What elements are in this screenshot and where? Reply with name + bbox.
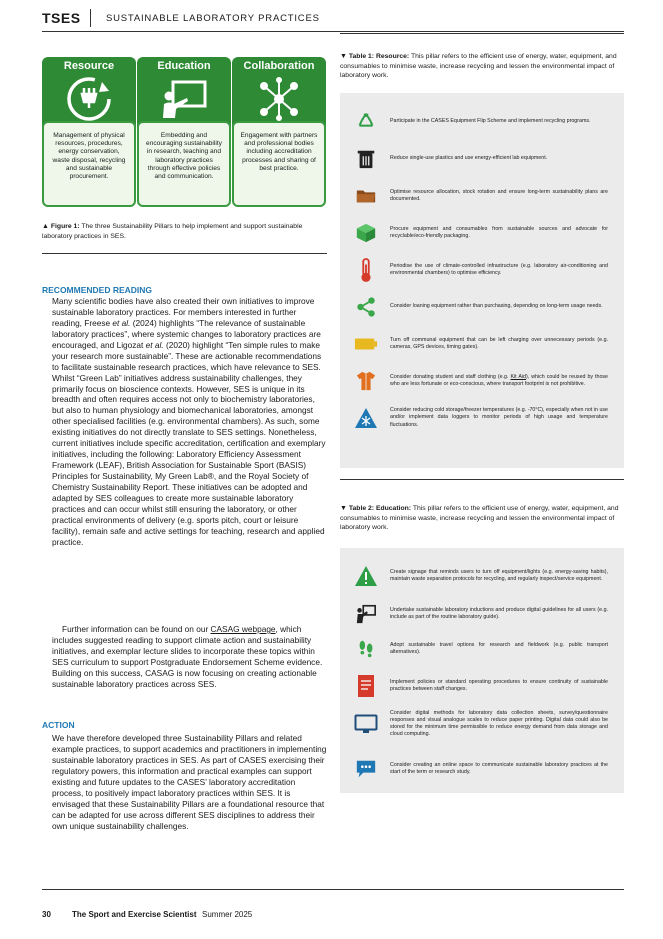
pillar-title: Collaboration [243,60,315,72]
table-row [340,219,624,247]
header-rule [42,31,624,32]
text-run: et al. [145,339,164,350]
chat-icon [352,755,380,783]
document-icon [352,672,380,700]
journal-abbrev: TSES [42,10,81,26]
teacher-board-icon [159,74,209,124]
page-number: 30 [42,910,51,919]
kit-aid-link[interactable]: Kit Aid [510,373,526,380]
table-row [340,256,624,284]
table-row [340,755,624,783]
text-run: et al. [112,317,131,328]
table-cell: Consider reducing cold storage/freezer temperatures (e.g. -70°C), especially when not in use and/or implement data loggers to monitor periods of high usage and temperature fluctuations. [390,407,608,428]
text-run: Further information can be found on our [62,624,211,634]
table-cell: Adopt sustainable travel options for research and fieldwork (e.g. public transport alternatives). [390,641,608,655]
table-row [340,672,624,700]
table-cell: Consider creating an online space to communicate sustainable laboratory practices at the start of the term or research study. [390,761,608,775]
table-cell: Implement policies or standard operating procedures to ensure continuity of sustainable practices between staff changes. [390,678,608,692]
recycle-icon [352,108,380,136]
pillar-title: Education [157,60,211,72]
pillar-education-description: Embedding and encouraging sustainability in research, teaching and laboratory practices through effective policies and communication. [137,121,231,207]
pillar-title: Resource [63,60,115,72]
table-cell: Participate in the CASES Equipment Flip Scheme and implement recycling programs. [390,118,591,125]
text-run: ), which could be reused by those who are less fortunate or eco-conscious, where transport footprint is not prohibitive. [390,373,608,387]
recycle-plug-icon [64,74,114,124]
table-row [340,710,624,739]
table-row [340,108,624,136]
recommended-reading-heading: RECOMMENDED READING [42,285,153,295]
presenter-icon [352,600,380,628]
table2-caption: ▼ Table 2: Education: This pillar refers to the efficient use of energy, water, equipment, and consumables to minimise waste, increase recycling and lessen the environmental impact of laboratory work. [340,505,619,532]
recommended-reading-para1 [52,296,328,548]
issue-name: Summer 2025 [202,910,253,919]
table-cell: Optimise resource allocation, stock rotation and ensure long-term sustainability plans are documented. [390,188,608,202]
trash-bin-icon [352,145,380,173]
table2-label: Table 2: Education: [348,505,412,512]
table-row [340,367,624,395]
pillar-resource-description: Management of physical resources, procedures, energy conservation, waste disposal, recycling and sustainable procurement. [42,121,136,207]
table-cell [390,374,608,388]
footer-rule [42,889,624,890]
table-row [340,635,624,663]
table-cell: Procure equipment and consumables from sustainable sources and advocate for recyclable/eco-friendly packaging. [390,225,608,239]
text-run: Consider donating student and staff clothing (e.g. [390,373,511,380]
text-run: Many scientific bodies have also created their own initiatives to improve sustainable laboratory practices. For members interested in further reading, Freese [52,296,315,328]
table-cell: Reduce single-use plastics and use energy-efficient lab equipment. [390,155,548,162]
column-rule [340,33,624,34]
monitor-icon [352,710,380,738]
figure-caption-label: Figure 1: [50,223,80,230]
table1-caption: ▼ Table 1: Resource: This pillar refers to the efficient use of energy, water, equipment, and consumables to minimise waste, increase recycling and lessen the environmental impact of laboratory work. [340,53,617,80]
footprints-icon [352,635,380,663]
table-cell: Create signage that reminds users to turn off equipment/lights (e.g. energy-saving habits), maintain waste separation protocols for recycling, and regularly inspect/service equipment. [390,568,608,582]
column-rule [340,479,624,480]
table1 [340,93,624,468]
box-icon [352,219,380,247]
battery-icon [352,330,380,358]
table1-label: Table 1: Resource: [348,53,410,60]
shirt-icon [352,367,380,395]
snowflake-warning-icon [352,404,380,432]
table-row [340,293,624,321]
warning-icon [352,562,380,590]
table-cell: Consider digital methods for laboratory data collection sheets, survey/questionnaire responses and visual analogue scales to reduce paper printing. Digital data could also be stored for the minimum time permissible to reduce energy demand from data storage and cloud computing. [390,710,608,738]
table-row [340,404,624,432]
action-paragraph: We have therefore developed three Sustainability Pillars and related example practices, to support academics and practitioners in implementing sustainable laboratory practices in SES. As part of CASES exercising their regulatory powers, this information and practical examples can support existing and future updates to the CASES’ laboratory accreditation process, to positively impact laboratory practices within SES. It is envisaged that these Sustainability Pillars are a foundational resource that can be adapted for use across different SES disciplines to address their own unique sustainability challenges. [52,733,327,831]
table-row [340,562,624,590]
table2 [340,548,624,793]
header-separator [90,9,91,27]
casag-webpage-link[interactable]: CASAG webpage [210,624,276,634]
pillar-collaboration-description: Engagement with partners and professional bodies including accreditation processes and sharing of best practice. [232,121,326,207]
text-run: (2024) highlights “The relevance of sustainable laboratory practices”, where systemic changes to laboratory practices are encouraged, and Ligozat [52,317,321,350]
figure-caption: ▲ Figure 1: The three Sustainability Pillars to help implement and support sustainable laboratory practices in SES. [42,223,303,240]
table-cell: Turn off communal equipment that can be left charging over unnecessary periods (e.g. cameras, GPS devices, timing gates). [390,336,608,350]
table-cell: Consider loaning equipment rather than purchasing, depending on long-term usage needs. [390,303,603,310]
table-row [340,145,624,173]
table1-caption-text: This pillar refers to the efficient use of energy, water, equipment, and consumables to minimise waste, increase recycling and lessen the environmental impact of laboratory work. [340,53,617,80]
share-icon [352,293,380,321]
thermometer-icon [352,256,380,284]
table-cell: Undertake sustainable laboratory inductions and produce digital guidelines for all users (e.g. include as part of the routine laboratory guide). [390,606,608,620]
network-people-icon [254,74,304,124]
text-run: (2020) highlight “Ten simple rules to make your research more sustainable”. These are actionable recommendations to facilitate sustainable research practices, which have relevance to SES. Whilst “Green Lab” initiatives address sustainability challenges, they primarily focus on bioscience contexts. However, SES is unique in its breadth and often requires access not only to biochemistry laboratories, but also to human physiology and biomechanical laboratories, amongst other specialised facilities (e.g. environmental chambers). As such, some existing initiatives do not directly translate to SES settings. Nonetheless, current initiatives include specific accreditation, certification and exemplary initiatives, including the following: Laboratory Efficiency Assessment Framework (LEAF), British Association for Sustainable Sport (BASIS) Principles for Sustainability, My Green Lab®, and the Royal Society of Chemistry Sustainability Report. These initiatives can be adopted and adapted by SES colleagues to create more sustainable laboratory practices and can occur whilst still ensuring the laboratory, or other practical environments of delivery (e.g. sports pitch, court or leisure facility), remain safe and active settings for teaching, research and applied practice. [52,339,326,547]
section-title: SUSTAINABLE LABORATORY PRACTICES [106,13,320,24]
table-cell: Periodise the use of climate-controlled infrastructure (e.g. laboratory air-conditioning and environmental chambers) to optimise efficiency. [390,262,608,276]
figure-caption-text: The three Sustainability Pillars to help implement and support sustainable laboratory practices in SES. [42,223,303,240]
publication-name: The Sport and Exercise Scientist [72,910,197,919]
text-run: , which includes suggested reading to support climate action and sustainability initiatives, and exemplar lecture slides to incorporate these topics within SES curriculum to support Postgraduate Endorsement Scheme evidence. Building on this success, CASAG is now focusing on creating actionable sustainable laboratory practices across SES. [52,624,323,689]
table2-caption-text: This pillar refers to the efficient use of energy, water, equipment, and consumables to minimise waste, increase recycling and lessen the environmental impact of laboratory work. [340,505,619,532]
recommended-reading-para2 [52,624,328,690]
folder-icon [352,182,380,210]
figure-rule [42,253,327,254]
action-heading: ACTION [42,720,75,730]
table-row [340,182,624,210]
table-row [340,600,624,628]
table-row [340,330,624,358]
